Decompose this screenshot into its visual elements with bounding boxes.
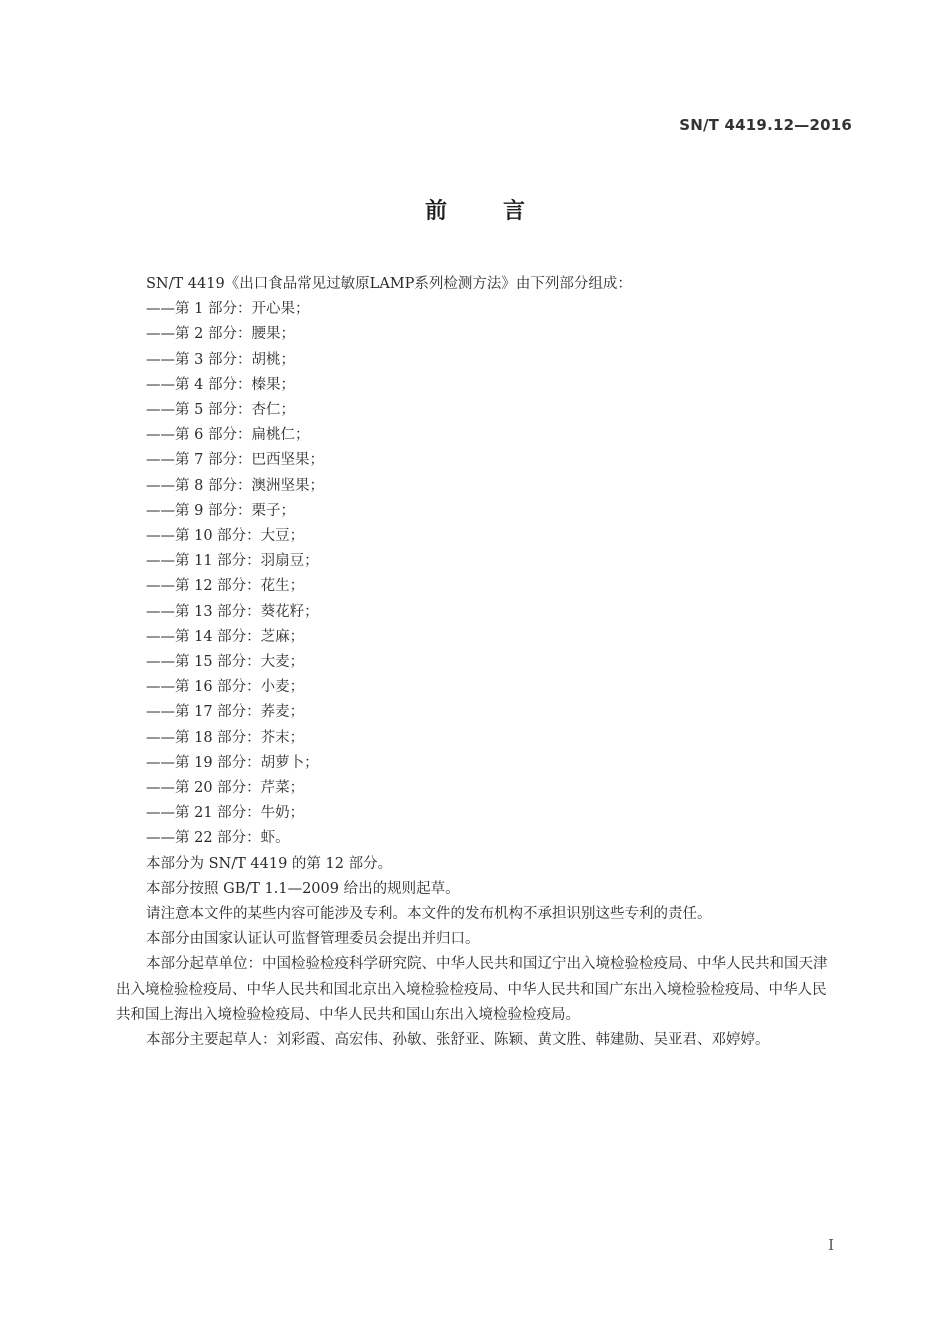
part-list-item: ——第 15 部分：大麦； <box>146 654 305 671</box>
page-number: I <box>828 1236 834 1254</box>
part-list-item: ——第 17 部分：荞麦； <box>146 704 305 721</box>
part-list-item: ——第 18 部分：芥末； <box>146 729 305 746</box>
part-list-item: ——第 20 部分：芹菜； <box>146 780 305 797</box>
drafters: 本部分主要起草人：刘彩霞、高宏伟、孙敏、张舒亚、陈颖、黄文胜、韩建勋、吴亚君、邓婷婷。 <box>146 1032 770 1049</box>
foreword-body <box>116 272 838 1053</box>
part-statement: 本部分为 SN/T 4419 的第 12 部分。 <box>146 855 393 872</box>
part-list-item: ——第 12 部分：花生； <box>146 578 305 595</box>
part-list <box>116 297 838 851</box>
part-list-item: ——第 9 部分：栗子； <box>146 502 295 519</box>
page-title: 前言 <box>424 199 581 224</box>
standard-code: SN/T 4419.12—2016 <box>679 116 852 134</box>
part-list-item: ——第 6 部分：扁桃仁； <box>146 427 310 444</box>
patent-notice: 请注意本文件的某些内容可能涉及专利。本文件的发布机构不承担识别这些专利的责任。 <box>146 906 712 923</box>
part-list-item: ——第 2 部分：腰果； <box>146 326 295 343</box>
part-list-item: ——第 1 部分：开心果； <box>146 301 310 318</box>
part-list-item: ——第 11 部分：羽扇豆； <box>146 553 319 570</box>
part-list-item: ——第 10 部分：大豆； <box>146 528 305 545</box>
part-list-item: ——第 19 部分：胡萝卜； <box>146 754 319 771</box>
part-list-item: ——第 3 部分：胡桃； <box>146 351 295 368</box>
part-list-item: ——第 4 部分：榛果； <box>146 376 295 393</box>
part-list-item: ——第 16 部分：小麦； <box>146 679 305 696</box>
part-list-item: ——第 21 部分：牛奶； <box>146 805 305 822</box>
part-list-item: ——第 5 部分：杏仁； <box>146 402 295 419</box>
part-list-item: ——第 14 部分：芝麻； <box>146 628 305 645</box>
proposer-statement: 本部分由国家认证认可监督管理委员会提出并归口。 <box>146 931 480 948</box>
drafting-units: 本部分起草单位：中国检验检疫科学研究院、中华人民共和国辽宁出入境检验检疫局、中华人民共和国天津出入境检验检疫局、中华人民共和国北京出入境检验检疫局、中华人民共和国广东出入境检验检疫局、中华人民共和国上海出入境检验检疫局、中华人民共和国山东出入境检验检疫局。 <box>116 956 828 1023</box>
part-list-item: ——第 7 部分：巴西坚果； <box>146 452 324 469</box>
drafting-rules: 本部分按照 GB/T 1.1—2009 给出的规则起草。 <box>146 880 460 897</box>
part-list-item: ——第 13 部分：葵花籽； <box>146 603 319 620</box>
part-list-item: ——第 8 部分：澳洲坚果； <box>146 477 324 494</box>
part-list-item: ——第 22 部分：虾。 <box>146 830 290 847</box>
intro-paragraph: SN/T 4419《出口食品常见过敏原LAMP系列检测方法》由下列部分组成： <box>146 276 632 292</box>
